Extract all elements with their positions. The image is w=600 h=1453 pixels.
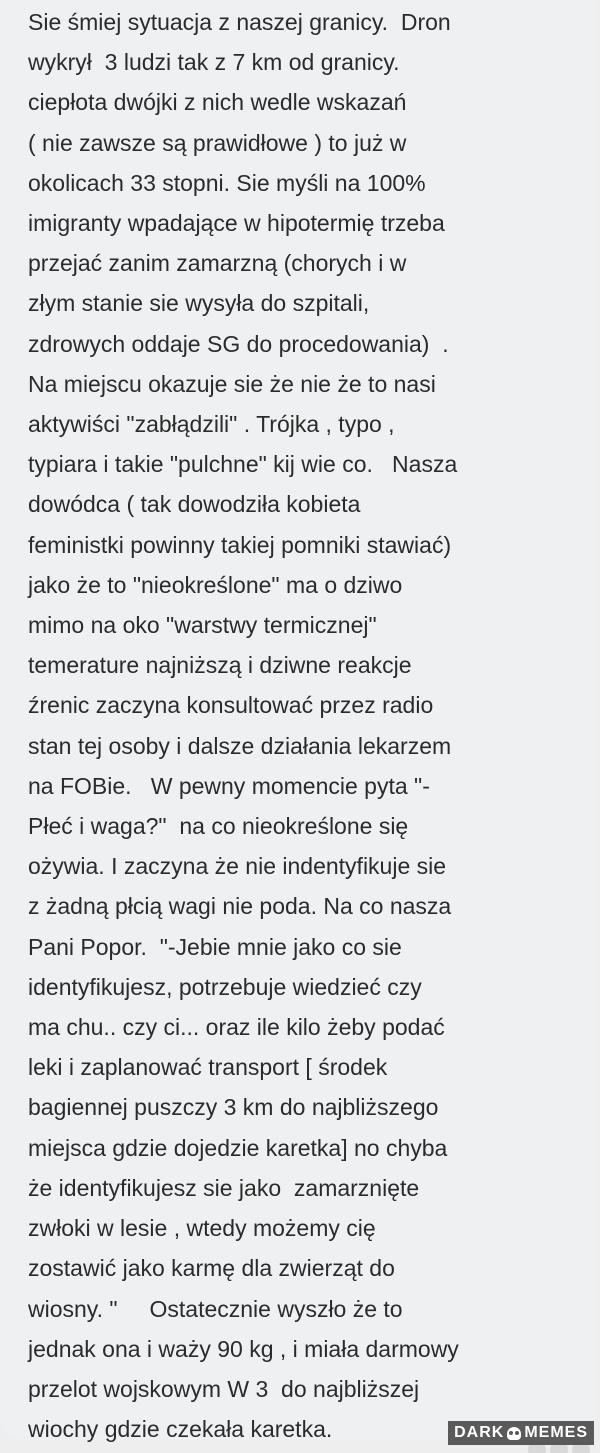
message-line: przejać zanim zamarzną (chorych i w — [28, 250, 407, 277]
message-line: typiara i takie "pulchne" kij wie co. Nasza — [28, 451, 458, 478]
message-line: na FOBie. W pewny momencie pyta "- — [28, 772, 430, 799]
message-line: Sie śmiej sytuacja z naszej granicy. Dron — [28, 9, 451, 35]
message-line: Płeć i waga?" na co nieokreślone się — [28, 813, 409, 840]
message-line: zwłoki w lesie , wtedy możemy cię — [28, 1215, 376, 1242]
message-line: wiosny. " Ostatecznie wyszło że to — [28, 1295, 403, 1322]
message-line: miejsca gdzie dojedzie karetka] no chyba — [28, 1134, 448, 1161]
message-line: Na miejscu okazuje sie że nie że to nasi — [28, 370, 436, 397]
skull-icon — [507, 1427, 521, 1440]
message-line: ciepłota dwójki z nich wedle wskazań — [28, 89, 407, 116]
watermark-left-text: DARK — [454, 1424, 505, 1441]
message-line: jako że to "nieokreślone" ma o dziwo — [28, 571, 403, 598]
message-line: okolicach 33 stopni. Sie myśli na 100% — [28, 169, 426, 196]
watermark — [448, 1421, 594, 1445]
message-line: zostawić jako karmę dla zwierząt do — [28, 1255, 395, 1282]
message-line: temerature najniższą i dziwne reakcje — [28, 652, 412, 679]
watermark-right-text: MEMES — [524, 1424, 588, 1441]
message-line: stan tej osoby i dalsze działania lekarzem — [28, 732, 452, 759]
message-line: ma chu.. czy ci... oraz ile kilo żeby podać — [28, 1014, 445, 1041]
message-line: feministki powinny takiej pomniki stawiać) — [28, 531, 452, 558]
message-line: zdrowych oddaje SG do procedowania) . — [28, 330, 449, 357]
message-line: dowódca ( tak dowodziła kobieta — [28, 491, 361, 518]
message-line: imigranty wpadające w hipotermię trzeba — [28, 210, 445, 237]
message-line: leki i zaplanować transport [ środek — [28, 1054, 388, 1081]
message-line: z żadną płcią wagi nie poda. Na co nasza — [28, 893, 452, 920]
message-line: przelot wojskowym W 3 do najbliższej — [28, 1375, 420, 1402]
message-line: Pani Popor. "-Jebie mnie jako co sie — [28, 933, 402, 960]
message-line: ożywia. I zaczyna że nie indentyfikuje sie — [28, 853, 447, 880]
message-line: źrenic zaczyna konsultować przez radio — [28, 692, 434, 719]
message-line: wykrył 3 ludzi tak z 7 km od granicy. — [28, 49, 400, 76]
message-line: że identyfikujesz sie jako zamarznięte — [28, 1174, 420, 1201]
message-line: mimo na oko "warstwy termicznej" — [28, 612, 377, 639]
message-line: jednak ona i waży 90 kg , i miała darmowy — [28, 1335, 459, 1362]
message-line: wiochy gdzie czekała karetka. — [28, 1416, 333, 1443]
message-line: identyfikujesz, potrzebuje wiedzieć czy — [28, 973, 422, 1000]
message-text — [28, 2, 588, 1449]
message-line: ( nie zawsze są prawidłowe ) to już w — [28, 129, 407, 156]
message-line: aktywiści "zabłądzili" . Trójka , typo , — [28, 411, 395, 438]
message-line: bagiennej puszczy 3 km do najbliższego — [28, 1094, 439, 1121]
message-line: złym stanie sie wysyła do szpitali, — [28, 290, 370, 317]
